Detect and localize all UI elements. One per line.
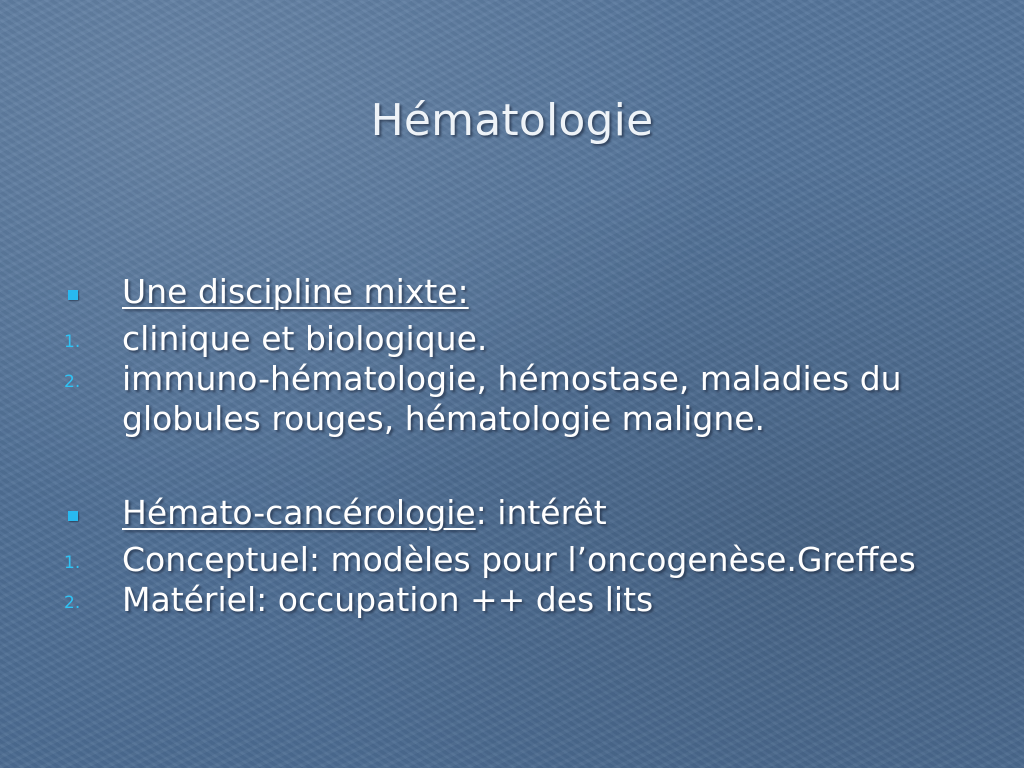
list-item-text: Matériel: occupation ++ des lits <box>122 580 654 619</box>
list-item-text-line: immuno-hématologie, hémostase, maladies du <box>122 359 902 398</box>
section-heading-hemato-cancerologie <box>60 493 980 533</box>
square-bullet-icon <box>68 290 78 300</box>
list-number: 2. <box>64 372 81 392</box>
square-bullet-icon <box>68 511 78 521</box>
slide-body <box>60 272 980 620</box>
slide-title: Hématologie <box>370 95 654 146</box>
list-item-text: Conceptuel: modèles pour l’oncogenèse.Greffes <box>122 540 916 579</box>
list-number: 2. <box>64 593 81 613</box>
list-item-text-line: globules rouges, hématologie maligne. <box>122 399 766 438</box>
list-item <box>60 540 980 580</box>
list-item-text: clinique et biologique. <box>122 319 488 358</box>
section-heading-underlined-text: Hémato-cancérologie <box>122 493 476 532</box>
list-number: 1. <box>64 332 81 352</box>
list-item <box>60 580 980 620</box>
section-heading-text: Une discipline mixte: <box>122 272 469 311</box>
list-number: 1. <box>64 553 81 573</box>
spacer <box>60 439 980 493</box>
list-item <box>60 319 980 359</box>
section-heading-discipline <box>60 272 980 312</box>
section-heading-rest-text: : intérêt <box>475 493 607 532</box>
list-item <box>60 359 980 439</box>
